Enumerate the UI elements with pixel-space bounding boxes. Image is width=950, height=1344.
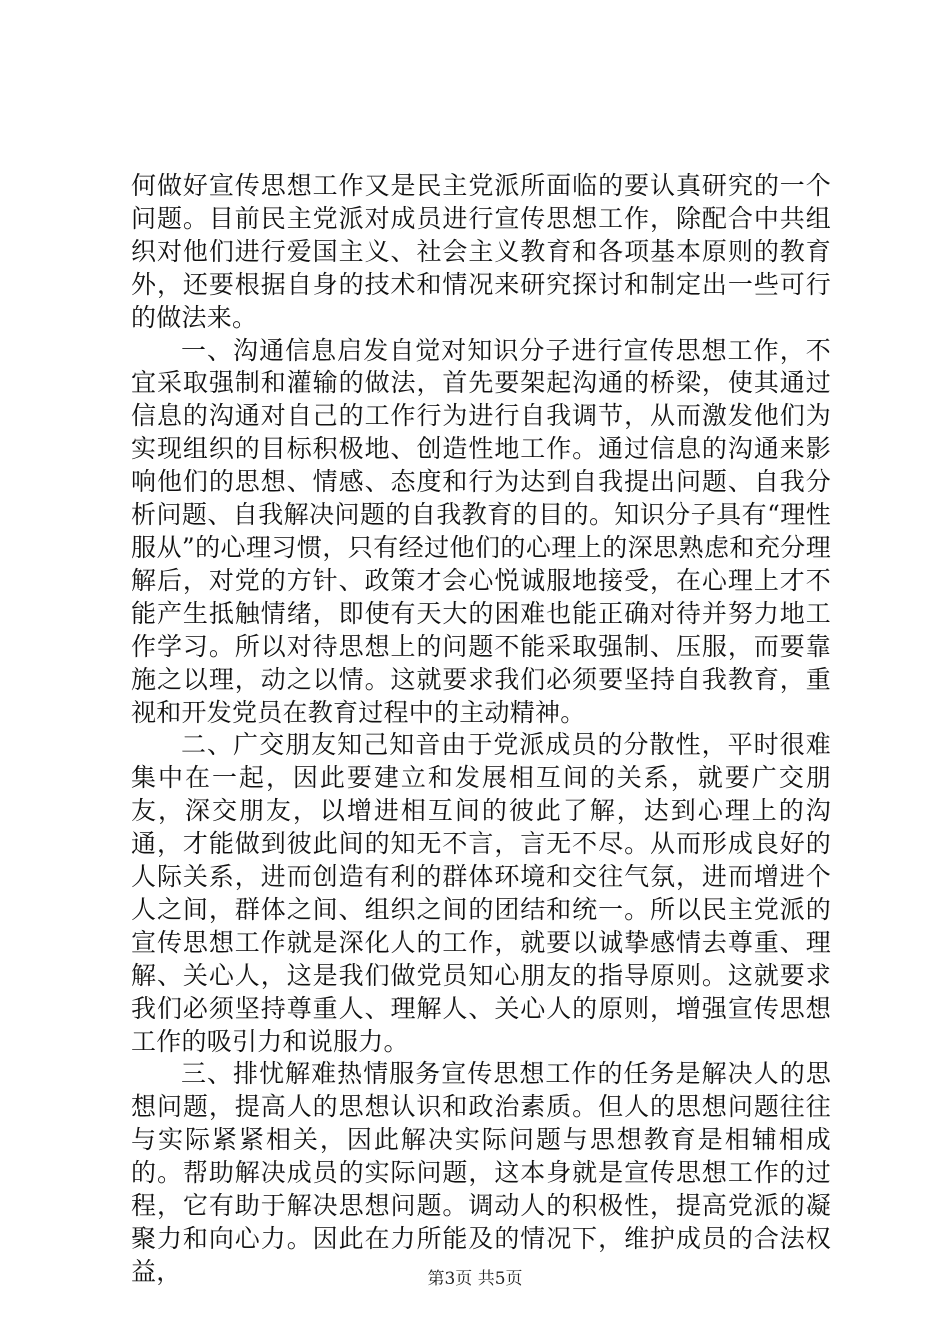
- document-body: [131, 170, 831, 1289]
- page-number-footer: 第3页 共5页: [427, 1269, 523, 1289]
- paragraph-communication: 一、沟通信息启发自觉对知识分子进行宣传思想工作，不宜采取强制和灌输的做法，首先要架起沟通的桥梁，使其通过信息的沟通对自己的工作行为进行自我调节，从而激发他们为实现组织的目标积极地、创造性地工作。通过信息的沟通来影响他们的思想、情感、态度和行为达到自我提出问题、自我分析问题、自我解决问题的自我教育的目的。知识分子具有“理性服从”的心理习惯，只有经过他们的心理上的深思熟虑和充分理解后，对党的方针、政策才会心悦诚服地接受，在心理上才不能产生抵触情绪，即使有天大的困难也能正确对待并努力地工作学习。所以对待思想上的问题不能采取强制、压服，而要靠施之以理，动之以情。这就要求我们必须要坚持自我教育，重视和开发党员在教育过程中的主动精神。: [131, 335, 831, 727]
- paragraph-service: 三、排忧解难热情服务宣传思想工作的任务是解决人的思想问题，提高人的思想认识和政治素质。但人的思想问题往往与实际紧紧相关，因此解决实际问题与思想教育是相辅相成的。帮助解决成员的实际问题，这本身就是宣传思想工作的过程，它有助于解决思想问题。调动人的积极性，提高党派的凝聚力和向心力。因此在力所能及的情况下，维护成员的合法权益，: [131, 1059, 831, 1286]
- paragraph-friendship: 二、广交朋友知己知音由于党派成员的分散性，平时很难集中在一起，因此要建立和发展相互间的关系，就要广交朋友，深交朋友，以增进相互间的彼此了解，达到心理上的沟通，才能做到彼此间的知无不言，言无不尽。从而形成良好的人际关系，进而创造有利的群体环境和交往气氛，进而增进个人之间，群体之间、组织之间的团结和统一。所以民主党派的宣传思想工作就是深化人的工作，就要以诚挚感情去尊重、理解、关心人，这是我们做党员知心朋友的指导原则。这就要求我们必须坚持尊重人、理解人、关心人的原则，增强宣传思想工作的吸引力和说服力。: [131, 730, 831, 1056]
- paragraph-continuation: 何做好宣传思想工作又是民主党派所面临的要认真研究的一个问题。目前民主党派对成员进行宣传思想工作，除配合中共组织对他们进行爱国主义、社会主义教育和各项基本原则的教育外，还要根据自身的技术和情况来研究探讨和制定出一些可行的做法来。: [131, 171, 831, 332]
